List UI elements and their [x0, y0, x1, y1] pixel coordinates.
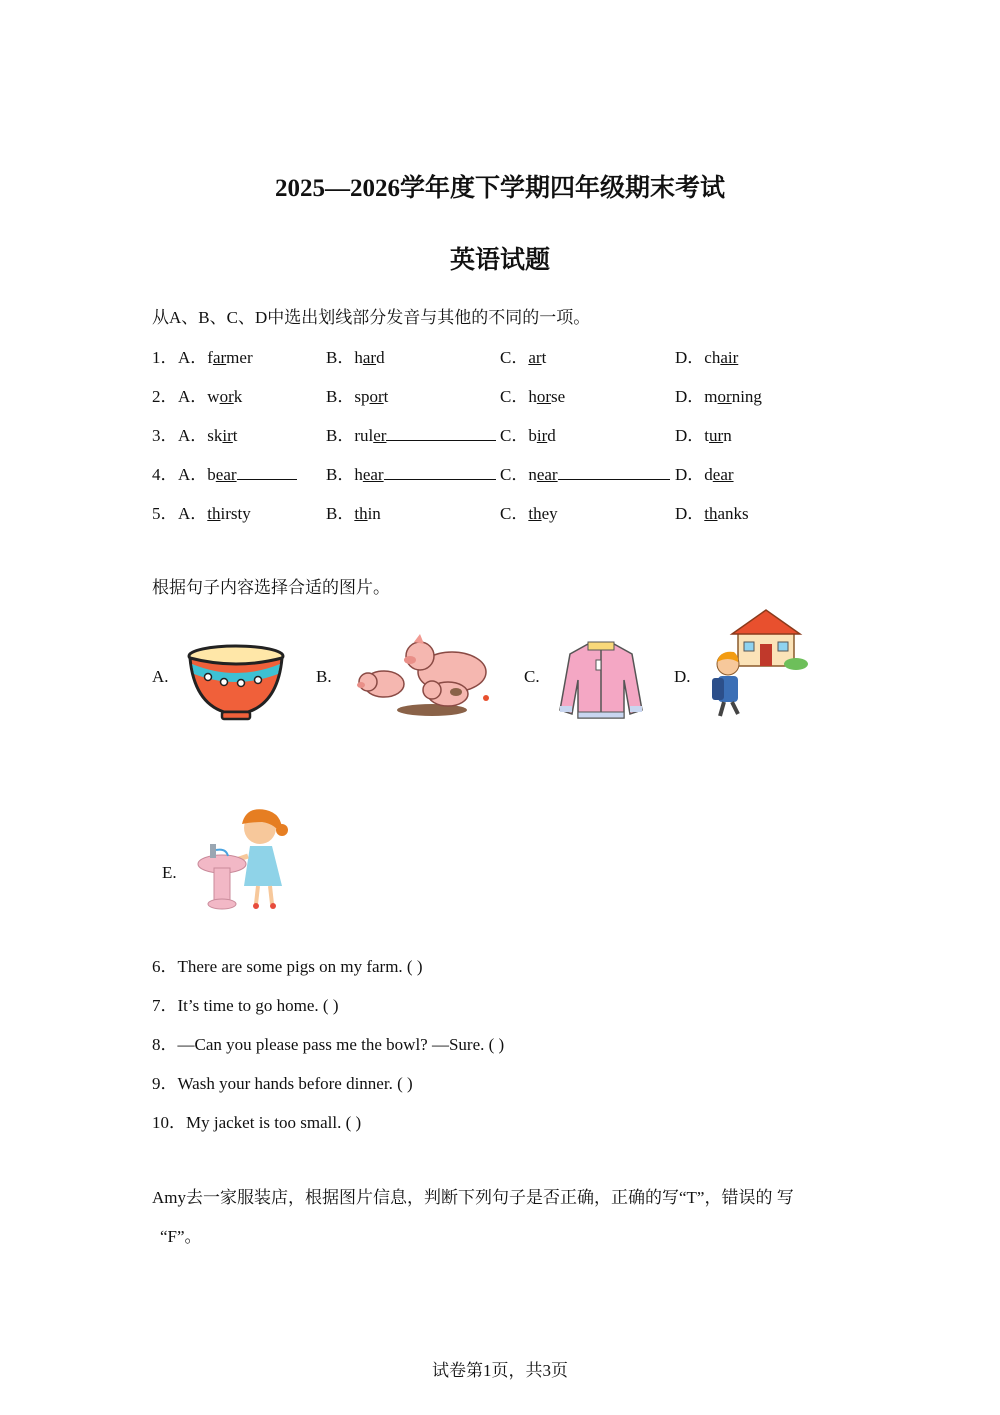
underline-blank	[237, 462, 297, 480]
word-part: ning	[731, 387, 762, 406]
underlined-letters: ar	[362, 348, 377, 367]
option-c	[500, 499, 558, 524]
word-part: irsty	[220, 504, 251, 523]
option-b	[326, 499, 381, 524]
option-a	[178, 421, 238, 446]
option-letter: B．	[326, 504, 355, 523]
option-d	[675, 460, 734, 485]
option-d	[675, 382, 762, 407]
underlined-letters: th	[207, 504, 221, 523]
option-c	[500, 421, 556, 446]
option-a	[178, 382, 242, 407]
option-letter: A．	[178, 426, 208, 445]
option-d	[675, 343, 738, 368]
underlined-letters: or	[219, 387, 234, 406]
option-letter: C．	[500, 426, 529, 445]
option-letter: A．	[178, 465, 208, 484]
underlined-letters: ur	[709, 426, 724, 445]
sentence-6: 6．There are some pigs on my farm. ( )	[152, 957, 423, 976]
option-letter: A．	[178, 348, 208, 367]
word-part: h	[354, 348, 363, 367]
underlined-letters: ir	[222, 426, 233, 445]
option-letter: B．	[326, 465, 355, 484]
underlined-letters: ear	[215, 465, 237, 484]
word-part: se	[551, 387, 566, 406]
question-row	[152, 421, 852, 449]
section3-instruction-line2: “F”。	[160, 1227, 202, 1246]
bowl-icon	[186, 642, 286, 722]
word-part: t	[541, 348, 547, 367]
underline-blank	[384, 462, 496, 480]
word-part: h	[528, 387, 537, 406]
underlined-letters: ar	[212, 348, 227, 367]
option-d	[675, 421, 732, 446]
word-part: ch	[704, 348, 721, 367]
word-part: b	[528, 426, 537, 445]
underline-blank	[558, 462, 670, 480]
wash-hands-icon	[196, 806, 294, 912]
question-row	[152, 382, 852, 410]
page-footer: 试卷第1页，共3页	[432, 1361, 568, 1380]
option-d	[675, 499, 749, 524]
option-letter: C．	[500, 465, 529, 484]
exam-subtitle: 英语试题	[449, 247, 550, 274]
underlined-letters: th	[354, 504, 368, 523]
option-a	[178, 499, 251, 524]
option-letter: D．	[675, 348, 705, 367]
question-number: 4．	[152, 465, 178, 484]
word-part: sk	[207, 426, 223, 445]
word-part: ey	[541, 504, 558, 523]
option-letter: C．	[500, 387, 529, 406]
word-part: w	[207, 387, 220, 406]
picture-label-a: A.	[152, 667, 169, 686]
sentence-8: 8．—Can you please pass me the bowl? —Sure. ( )	[152, 1035, 505, 1054]
underline-blank	[386, 423, 496, 441]
word-part: d	[376, 348, 385, 367]
question-number: 2．	[152, 387, 178, 406]
go-home-icon	[708, 608, 810, 722]
word-part: k	[233, 387, 243, 406]
picture-label-c: C.	[524, 667, 540, 686]
option-b	[326, 382, 388, 407]
question-row	[152, 460, 852, 488]
word-part: d	[704, 465, 713, 484]
underlined-letters: ear	[712, 465, 734, 484]
question-number: 1．	[152, 348, 178, 367]
option-letter: C．	[500, 348, 529, 367]
picture-label-b: B.	[316, 667, 332, 686]
section1-instruction: 从A、B、C、D中选出划线部分发音与其他的不同的一项。	[152, 308, 591, 327]
exam-title: 2025—2026学年度下学期四年级期末考试	[274, 175, 725, 202]
word-part: n	[528, 465, 537, 484]
underlined-letters: or	[369, 387, 384, 406]
word-part: t	[232, 426, 238, 445]
word-part: rul	[354, 426, 374, 445]
option-b	[326, 421, 496, 446]
underlined-letters: or	[536, 387, 552, 406]
word-part: anks	[717, 504, 749, 523]
underlined-letters: th	[528, 504, 542, 523]
option-b	[326, 343, 385, 368]
sentence-7: 7．It’s time to go home. ( )	[152, 996, 339, 1015]
question-row	[152, 499, 852, 527]
option-letter: A．	[178, 387, 208, 406]
option-letter: B．	[326, 426, 355, 445]
underlined-letters: er	[373, 426, 387, 445]
picture-label-d: D.	[674, 667, 691, 686]
word-part: n	[723, 426, 732, 445]
question-number: 3．	[152, 426, 178, 445]
option-b	[326, 460, 496, 485]
option-c	[500, 382, 565, 407]
sentence-9: 9．Wash your hands before dinner. ( )	[152, 1074, 413, 1093]
underlined-letters: or	[717, 387, 732, 406]
option-letter: B．	[326, 387, 355, 406]
word-part: h	[354, 465, 363, 484]
option-a	[178, 460, 297, 485]
underlined-letters: ar	[528, 348, 542, 367]
option-c	[500, 460, 670, 485]
word-part: m	[704, 387, 718, 406]
option-letter: B．	[326, 348, 355, 367]
word-part: b	[207, 465, 216, 484]
section2-instruction: 根据句子内容选择合适的图片。	[152, 578, 390, 597]
option-letter: D．	[675, 504, 705, 523]
underlined-letters: air	[720, 348, 739, 367]
word-part: mer	[226, 348, 253, 367]
question-row	[152, 343, 852, 371]
question-number: 5．	[152, 504, 178, 523]
underlined-letters: ir	[536, 426, 548, 445]
word-part: t	[704, 426, 710, 445]
word-part: sp	[354, 387, 370, 406]
word-part: f	[207, 348, 213, 367]
option-letter: A．	[178, 504, 208, 523]
option-a	[178, 343, 253, 368]
word-part: d	[547, 426, 556, 445]
underlined-letters: th	[704, 504, 718, 523]
option-letter: D．	[675, 387, 705, 406]
option-letter: D．	[675, 426, 705, 445]
underlined-letters: ear	[362, 465, 384, 484]
jacket-icon	[558, 640, 644, 722]
pigs-icon	[352, 632, 494, 720]
section3-instruction-line1: Amy去一家服装店，根据图片信息，判断下列句子是否正确，正确的写“T”，错误的 写	[152, 1188, 794, 1207]
option-letter: C．	[500, 504, 529, 523]
word-part: in	[367, 504, 381, 523]
picture-label-e: E.	[162, 863, 177, 882]
underlined-letters: ear	[536, 465, 558, 484]
sentence-10: 10．My jacket is too small. ( )	[152, 1113, 362, 1132]
option-letter: D．	[675, 465, 705, 484]
word-part: t	[383, 387, 389, 406]
option-c	[500, 343, 546, 368]
